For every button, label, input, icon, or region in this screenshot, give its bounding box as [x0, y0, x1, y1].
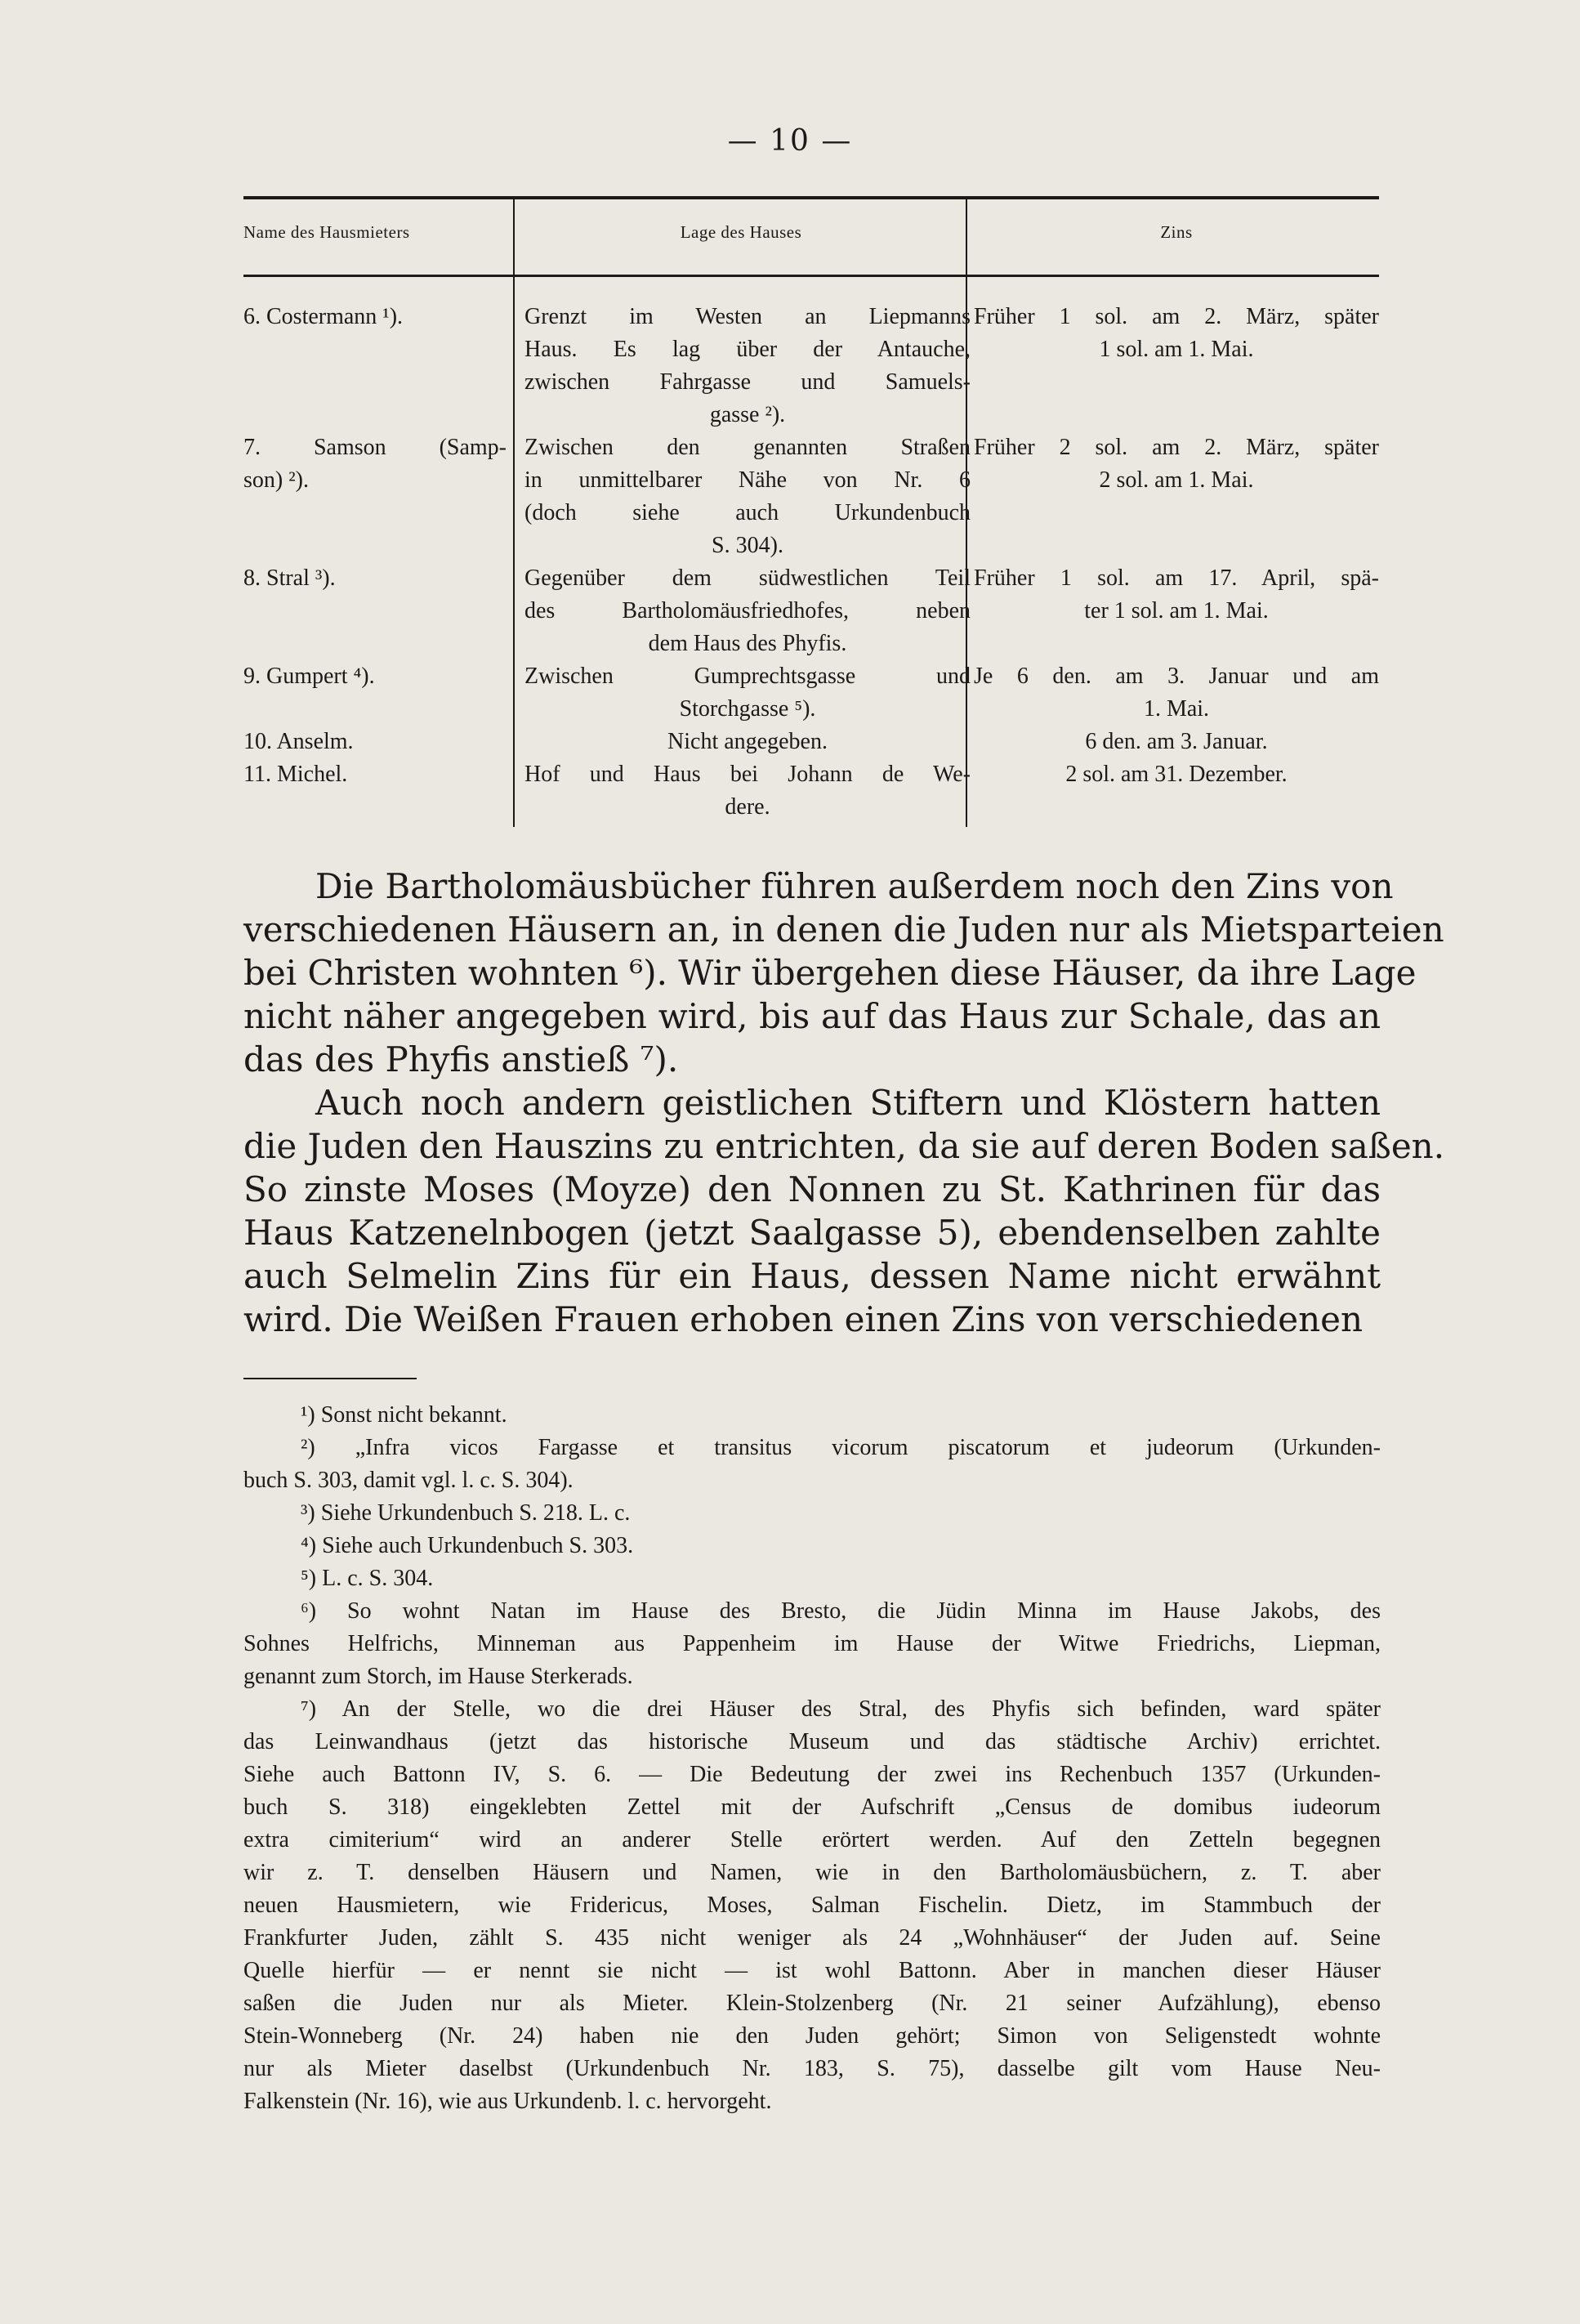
column-header-name: Name des Hausmieters — [243, 222, 410, 242]
cell-line: 10. Anselm. — [243, 729, 354, 754]
cell-line: 6 den. am 3. Januar. — [1085, 729, 1268, 754]
footnote-line: wir z. T. denselben Häusern und Namen, wie in den Bartholomäusbüchern, z. T. aber — [243, 1860, 1381, 1885]
cell-line: 1. Mai. — [1143, 696, 1210, 722]
footnote-rule — [243, 1378, 417, 1379]
cell-line: Storchgasse ⁵). — [679, 696, 816, 722]
footnote-line: Siehe auch Battonn IV, S. 6. — Die Bedeutung der zwei ins Rechenbuch 1357 (Urkunden- — [243, 1762, 1381, 1787]
cell-line: des Bartholomäusfriedhofes, neben — [524, 598, 971, 623]
table-cell-location — [524, 562, 971, 660]
cell-line: Hof und Haus bei Johann de We- — [524, 762, 971, 787]
footnote-line: ¹) Sonst nicht bekannt. — [301, 1402, 507, 1428]
cell-line: Früher 1 sol. am 2. März, später — [974, 304, 1379, 329]
table-cell-location — [524, 431, 971, 562]
table-cell-zins — [974, 660, 1379, 726]
cell-line: gasse ²). — [709, 402, 786, 427]
paragraph — [243, 865, 1444, 1081]
footnote-line: Quelle hierfür — er nennt sie nicht — ist wohl Battonn. Aber in manchen dieser Häuser — [243, 1958, 1381, 1983]
text-line: auch Selmelin Zins für ein Haus, dessen Name nicht erwähnt — [243, 1256, 1381, 1296]
footnote-line: Frankfurter Juden, zählt S. 435 nicht weniger als 24 „Wohnhäuser“ der Juden auf. Seine — [243, 1925, 1381, 1951]
footnote — [243, 1530, 1381, 1562]
cell-line: Gegenüber dem südwestlichen Teil — [524, 565, 971, 591]
footnote-line: nur als Mieter daselbst (Urkundenbuch Nr. 183, S. 75), dasselbe gilt vom Hause Neu- — [243, 2056, 1381, 2081]
footnote — [243, 1693, 1381, 2118]
footnote-line: buch S. 303, damit vgl. l. c. S. 304). — [243, 1468, 574, 1493]
cell-line: Grenzt im Westen an Liepmanns — [524, 304, 971, 329]
text-line: Die Bartholomäusbücher führen außerdem noch den Zins von — [315, 866, 1394, 906]
cell-line: Haus. Es lag über der Antauche, — [524, 337, 971, 362]
table-cell-name — [243, 758, 507, 791]
cell-line: Zwischen Gumprechtsgasse und — [524, 664, 971, 689]
cell-line: 7. Samson (Samp- — [243, 435, 507, 460]
cell-line: in unmittelbarer Nähe von Nr. 6 — [524, 467, 971, 493]
table-cell-name — [243, 726, 507, 758]
footnote-line: ⁶) So wohnt Natan im Hause des Bresto, die Jüdin Minna im Hause Jakobs, des — [301, 1598, 1381, 1624]
cell-line: zwischen Fahrgasse und Samuels- — [524, 369, 971, 395]
cell-line: Nicht angegeben. — [667, 729, 828, 754]
cell-line: dere. — [725, 794, 770, 820]
footnote-line: ²) „Infra vicos Fargasse et transitus vicorum piscatorum et judeorum (Urkunden- — [301, 1435, 1381, 1460]
column-header-location: Lage des Hauses — [680, 222, 802, 242]
cell-line: 6. Costermann ¹). — [243, 304, 404, 329]
text-line: nicht näher angegeben wird, bis auf das Haus zur Schale, das an — [243, 996, 1381, 1036]
footnote-line: ⁴) Siehe auch Urkundenbuch S. 303. — [301, 1533, 634, 1558]
footnote — [243, 1562, 1381, 1595]
text-line: das des Phyfis anstieß ⁷). — [243, 1039, 679, 1079]
table-cell-zins — [974, 562, 1379, 628]
cell-line: Je 6 den. am 3. Januar und am — [974, 664, 1379, 689]
text-line: verschiedenen Häusern an, in denen die Juden nur als Mietsparteien — [243, 909, 1444, 950]
footnote-line: ⁷) An der Stelle, wo die drei Häuser des Stral, des Phyfis sich befinden, ward später — [301, 1696, 1381, 1722]
text-line: wird. Die Weißen Frauen erhoben einen Zins von verschiedenen — [243, 1299, 1364, 1339]
table-cell-zins — [974, 758, 1379, 791]
column-header-zins: Zins — [1160, 222, 1193, 242]
footnotes — [243, 1399, 1381, 2118]
table-cell-zins — [974, 431, 1379, 497]
footnote — [243, 1595, 1381, 1693]
table-cell-zins — [974, 726, 1379, 758]
cell-line: 11. Michel. — [243, 762, 348, 787]
table-cell-name — [243, 660, 507, 693]
cell-line: 1 sol. am 1. Mai. — [1099, 337, 1254, 362]
footnote-line: neuen Hausmietern, wie Fridericus, Moses, Salman Fischelin. Dietz, im Stammbuch der — [243, 1893, 1381, 1918]
table-top-rule — [243, 196, 1379, 199]
table-cell-location — [524, 301, 971, 431]
text-line: Auch noch andern geistlichen Stiftern und Klöstern hatten — [315, 1083, 1381, 1123]
footnote-line: extra cimiterium“ wird an anderer Stelle erörtert werden. Auf den Zetteln begegnen — [243, 1827, 1381, 1852]
footnote-line: genannt zum Storch, im Hause Sterkerads. — [243, 1664, 633, 1689]
text-line: die Juden den Hauszins zu entrichten, da sie auf deren Boden saßen. — [243, 1126, 1445, 1166]
text-line: Haus Katzenelnbogen (jetzt Saalgasse 5), ebendenselben zahlte — [243, 1213, 1381, 1253]
table-cell-location — [524, 726, 971, 758]
footnote-line: Sohnes Helfrichs, Minneman aus Pappenheim im Hause der Witwe Friedrichs, Liepman, — [243, 1631, 1381, 1656]
cell-line: 8. Stral ³). — [243, 565, 336, 591]
cell-line: Zwischen den genannten Straßen — [524, 435, 971, 460]
table-cell-name — [243, 562, 507, 595]
footnote-line: Falkenstein (Nr. 16), wie aus Urkundenb. l. c. hervorgeht. — [243, 2089, 772, 2114]
footnote-line: ³) Siehe Urkundenbuch S. 218. L. c. — [301, 1500, 631, 1526]
cell-line: dem Haus des Phyfis. — [648, 631, 847, 656]
body-text — [243, 865, 1445, 1341]
table-cell-location — [524, 758, 971, 824]
cell-line: Früher 2 sol. am 2. März, später — [974, 435, 1379, 460]
table-cell-name — [243, 431, 507, 497]
cell-line: son) ²). — [243, 467, 309, 493]
footnote-line: buch S. 318) eingeklebten Zettel mit der Aufschrift „Census de domibus iudeorum — [243, 1794, 1381, 1820]
text-line: bei Christen wohnten ⁶). Wir übergehen diese Häuser, da ihre Lage — [243, 953, 1417, 993]
cell-line: ter 1 sol. am 1. Mai. — [1084, 598, 1269, 623]
footnote-line: Stein-Wonneberg (Nr. 24) haben nie den Juden gehört; Simon von Seligenstedt wohnte — [243, 2023, 1381, 2049]
footnote-line: saßen die Juden nur als Mieter. Klein-Stolzenberg (Nr. 21 seiner Aufzählung), ebenso — [243, 1991, 1381, 2016]
cell-line: 9. Gumpert ⁴). — [243, 664, 375, 689]
text-line: So zinste Moses (Moyze) den Nonnen zu St. Kathrinen für das — [243, 1169, 1381, 1209]
footnote — [243, 1497, 1381, 1530]
footnote-line: das Leinwandhaus (jetzt das historische Museum und das städtische Archiv) errichtet. — [243, 1729, 1381, 1754]
cell-line: 2 sol. am 31. Dezember. — [1065, 762, 1288, 787]
cell-line: 2 sol. am 1. Mai. — [1099, 467, 1254, 493]
table-cell-zins — [974, 301, 1379, 366]
paragraph — [243, 1081, 1445, 1341]
table-cell-location — [524, 660, 971, 726]
table-header-rule — [243, 275, 1379, 277]
table-cell-name — [243, 301, 507, 333]
cell-line: Früher 1 sol. am 17. April, spä- — [974, 565, 1379, 591]
footnote — [243, 1399, 1381, 1432]
page-number: — 10 — — [727, 124, 853, 158]
table-column-divider — [513, 196, 515, 827]
footnote — [243, 1432, 1381, 1497]
cell-line: (doch siehe auch Urkundenbuch — [524, 500, 971, 525]
cell-line: S. 304). — [712, 533, 783, 558]
footnote-line: ⁵) L. c. S. 304. — [301, 1566, 434, 1591]
